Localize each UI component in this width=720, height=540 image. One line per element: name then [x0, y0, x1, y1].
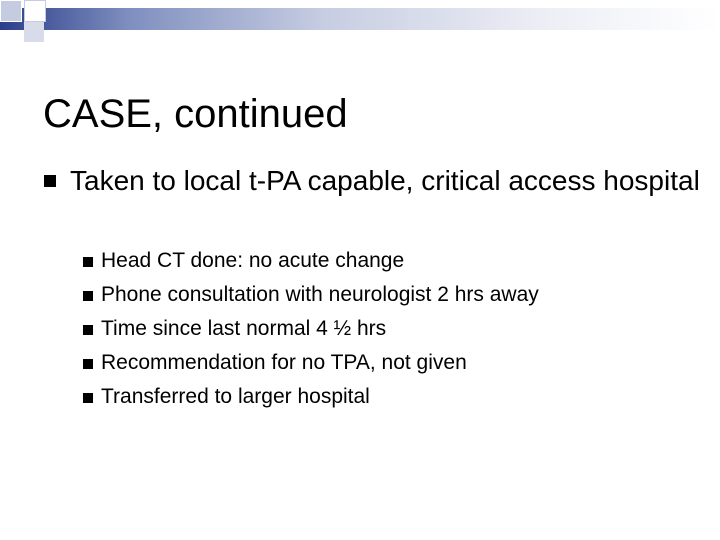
- square-bullet-icon: [83, 291, 93, 301]
- bullet-text: Taken to local t-PA capable, critical access hospital: [70, 165, 700, 196]
- square-bullet-icon: [44, 175, 56, 187]
- sub-bullet-list: [83, 244, 703, 414]
- sub-bullet-text: Time since last normal 4 ½ hrs: [101, 317, 387, 340]
- slide-title: CASE, continued: [43, 92, 348, 136]
- sub-bullet-text: Phone consultation with neurologist 2 hrs away: [101, 283, 539, 306]
- sub-bullet-item: [83, 380, 703, 414]
- decorative-square: [24, 0, 46, 22]
- bullet-list: [40, 164, 700, 197]
- square-bullet-icon: [83, 257, 93, 267]
- header-gradient-band: [0, 8, 720, 30]
- square-bullet-icon: [83, 393, 93, 403]
- sub-bullet-item: [83, 346, 703, 380]
- square-bullet-icon: [83, 325, 93, 335]
- sub-bullet-item: [83, 312, 703, 346]
- sub-bullet-text: Transferred to larger hospital: [101, 385, 370, 408]
- square-bullet-icon: [83, 359, 93, 369]
- sub-bullet-item: [83, 278, 703, 312]
- sub-bullet-text: Head CT done: no acute change: [101, 249, 405, 272]
- sub-bullet-text: Recommendation for no TPA, not given: [101, 351, 467, 374]
- bullet-item: [40, 164, 700, 197]
- decorative-square: [24, 22, 44, 42]
- sub-bullet-item: [83, 244, 703, 278]
- decorative-square: [0, 0, 22, 22]
